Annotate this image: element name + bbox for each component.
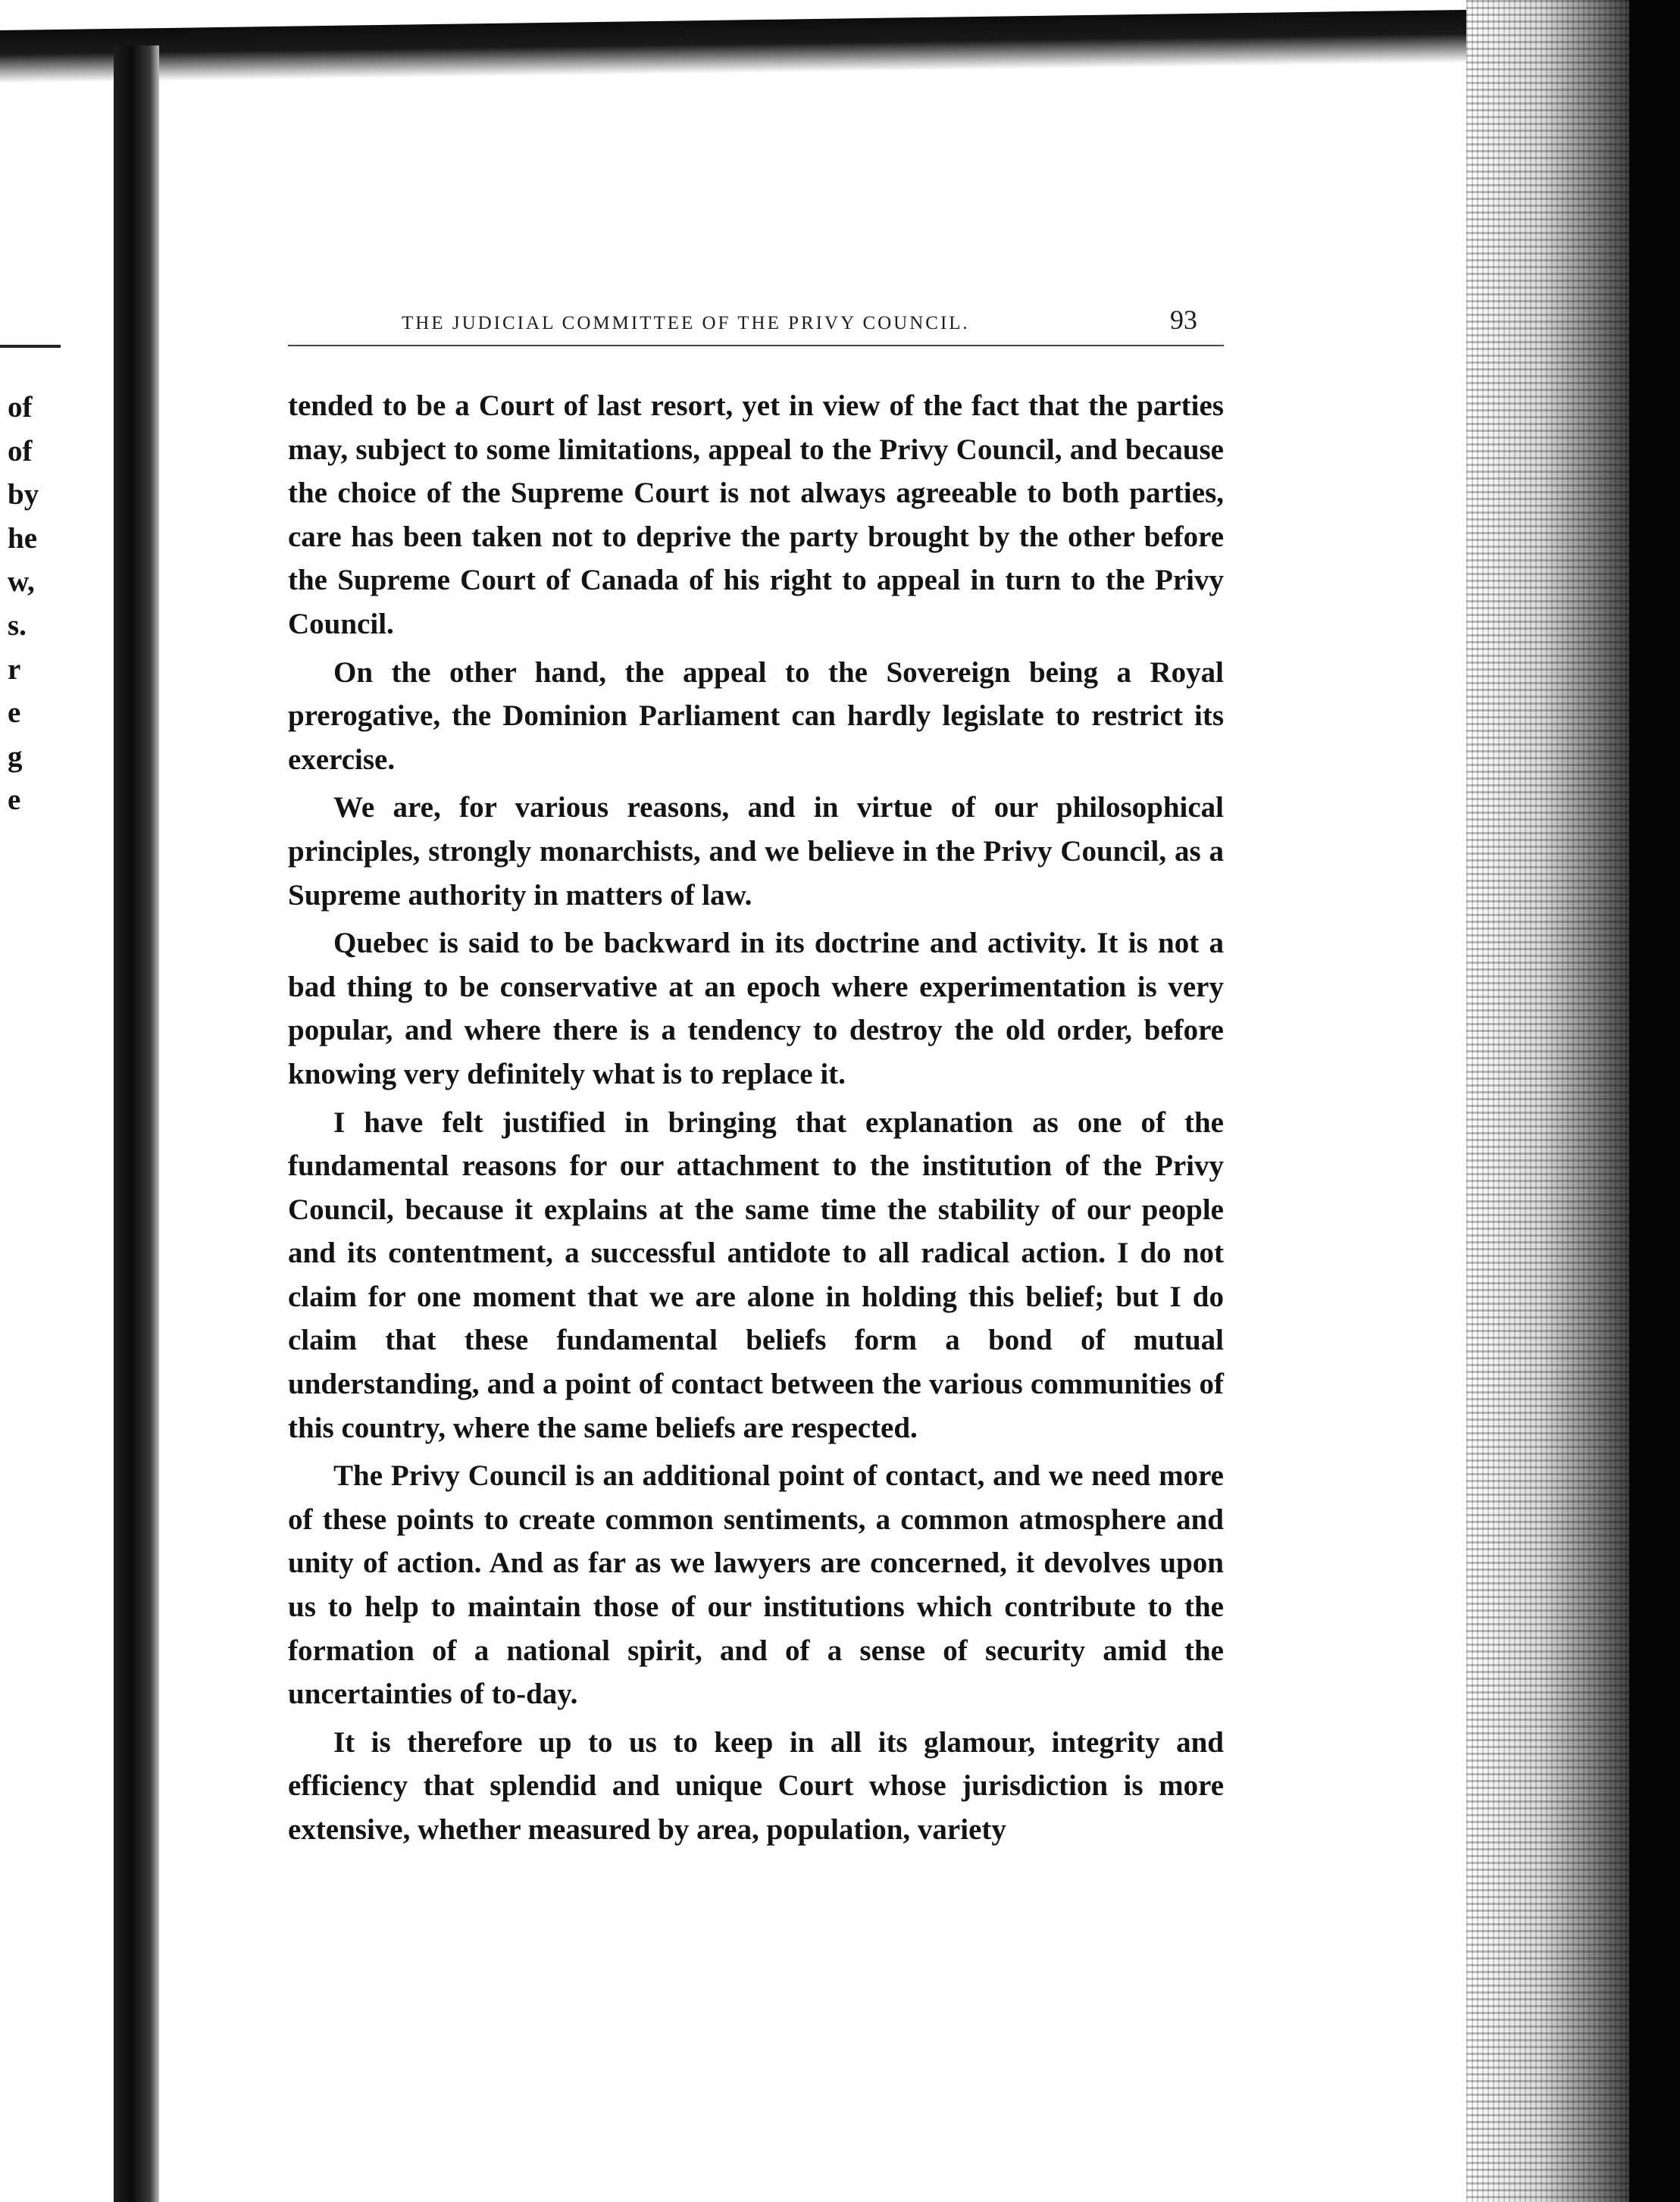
fragment: g xyxy=(8,740,23,773)
paragraph: On the other hand, the appeal to the Sovereign being a Royal prerogative, the Dominion Parliament can hardly legislate to restrict its exercise. xyxy=(288,655,1224,776)
fragment: by xyxy=(8,478,39,511)
paragraph: The Privy Council is an additional point of contact, and we need more of these points to create common sentiments, a common atmosphere and unity of action. And as far as we lawyers are concerned, it devolves upon us to help to maintain those of our institutions which contribute to the formation of a national spirit, and of a sense of security amid the uncertainties of to-day. xyxy=(288,1459,1224,1711)
running-title: THE JUDICIAL COMMITTEE OF THE PRIVY COUNCIL. xyxy=(402,313,970,333)
right-page-edge-texture xyxy=(1466,0,1633,2202)
fragment: of xyxy=(8,391,33,424)
paragraph: We are, for various reasons, and in virtue of our philosophical principles, strongly monarchists, and we believe in the Privy Council, as a Supreme authority in matters of law. xyxy=(288,791,1224,912)
running-head xyxy=(288,299,1224,346)
fragment: w, xyxy=(8,565,35,599)
fragment: s. xyxy=(8,608,27,642)
facing-page-fragments xyxy=(8,390,53,827)
left-binding-edge xyxy=(114,45,159,2202)
body-text xyxy=(288,384,1224,1852)
fragment: he xyxy=(8,521,37,555)
top-binding-shadow xyxy=(0,8,1591,83)
page-content xyxy=(288,299,1224,1856)
paragraph: It is therefore up to us to keep in all its glamour, integrity and efficiency that splendid and unique Court whose jurisdiction is more extensive, whether measured by area, population, variety xyxy=(288,1725,1224,1846)
fragment: r xyxy=(8,652,21,686)
fragment: e xyxy=(8,784,21,817)
page-number: 93 xyxy=(1170,305,1197,335)
paragraph: tended to be a Court of last resort, yet in view of the fact that the parties may, subject to some limitations, appeal to the Privy Council, and because the choice of the Supreme Court is not always agreeable to both parties, care has been taken not to deprive the party brought by the other before the Supreme Court of Canada of his right to appeal in turn to the Privy Council. xyxy=(288,389,1224,640)
fragment: of xyxy=(8,434,33,468)
fragment: e xyxy=(8,696,21,730)
right-scan-border xyxy=(1629,0,1680,2202)
paragraph: Quebec is said to be backward in its doctrine and activity. It is not a bad thing to be conservative at an epoch where experimentation is very popular, and where there is a tendency to destroy the old order, before knowing very definitely what is to replace it. xyxy=(288,927,1224,1090)
paragraph: I have felt justified in bringing that explanation as one of the fundamental reasons for our attachment to the institution of the Privy Council, because it explains at the same time the stability of our people and its contentment, a successful antidote to all radical action. I do not claim for one moment that we are alone in holding this belief; but I do claim that these fundamental beliefs form a bond of mutual understanding, and a point of contact between the various communities of this country, where the same beliefs are respected. xyxy=(288,1106,1224,1444)
facing-page-rule xyxy=(0,345,61,348)
